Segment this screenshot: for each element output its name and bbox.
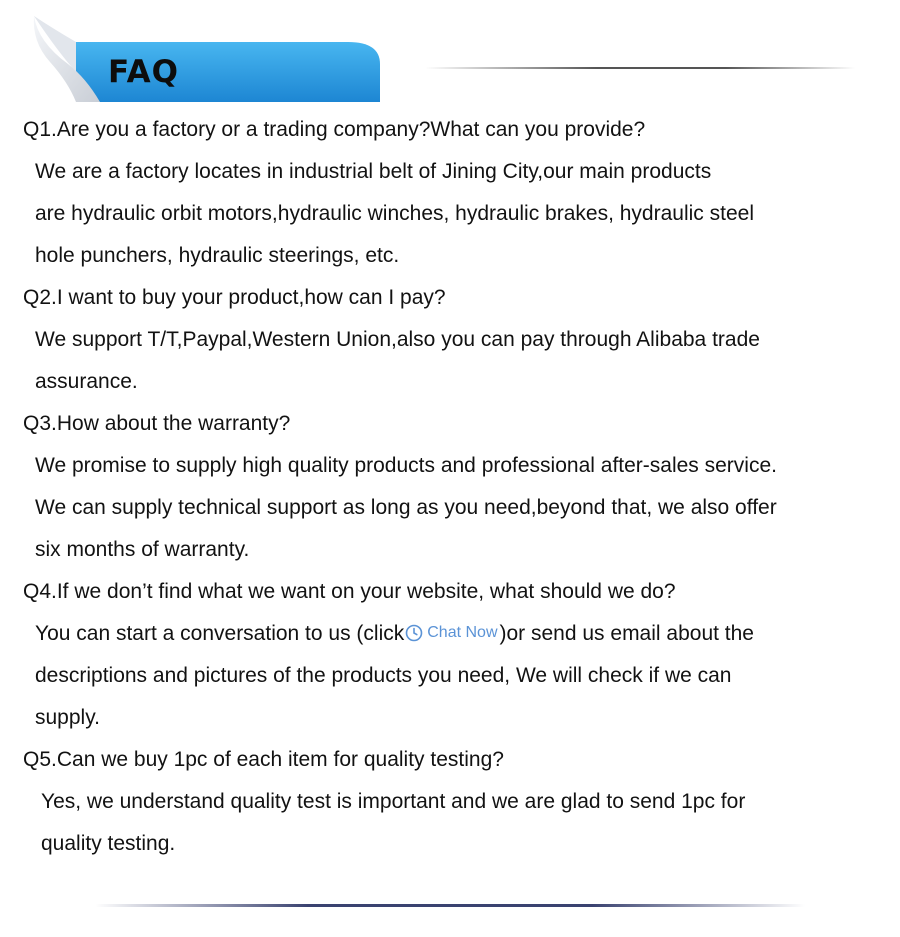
answer-5-line-1: Yes, we understand quality test is important and we are glad to send 1pc for [41, 790, 746, 813]
answer-2-line-1: We support T/T,Paypal,Western Union,also you can pay through Alibaba trade [35, 328, 760, 351]
answer-4-text-after: )or send us email about the [499, 622, 754, 645]
answer-5-line-2: quality testing. [41, 832, 176, 855]
answer-4-line-3: supply. [35, 706, 100, 729]
chat-now-button[interactable] [405, 620, 497, 646]
question-4: Q4.If we don’t find what we want on your website, what should we do? [23, 580, 676, 603]
answer-1-line-1: We are a factory locates in industrial belt of Jining City,our main products [35, 160, 712, 183]
answer-4-line-2: descriptions and pictures of the products you need, We will check if we can [35, 664, 732, 687]
question-1: Q1.Are you a factory or a trading company?What can you provide? [23, 118, 646, 141]
header-divider [425, 67, 855, 69]
chat-now-label: Chat Now [427, 624, 498, 642]
answer-4-line-1 [35, 621, 754, 647]
answer-1-line-3: hole punchers, hydraulic steerings, etc. [35, 244, 400, 267]
page-title: FAQ [108, 54, 179, 90]
question-3: Q3.How about the warranty? [23, 412, 291, 435]
question-2: Q2.I want to buy your product,how can I pay? [23, 286, 446, 309]
faq-banner [28, 12, 388, 107]
chat-clock-icon [405, 624, 423, 642]
footer-divider [95, 904, 805, 907]
answer-1-line-2: are hydraulic orbit motors,hydraulic winches, hydraulic brakes, hydraulic steel [35, 202, 754, 225]
answer-3-line-3: six months of warranty. [35, 538, 250, 561]
answer-3-line-2: We can supply technical support as long as you need,beyond that, we also offer [35, 496, 777, 519]
answer-2-line-2: assurance. [35, 370, 138, 393]
faq-banner-shape [28, 12, 388, 107]
answer-3-line-1: We promise to supply high quality products and professional after-sales service. [35, 454, 777, 477]
question-5: Q5.Can we buy 1pc of each item for quality testing? [23, 748, 504, 771]
answer-4-text-before: You can start a conversation to us (click [35, 622, 405, 645]
